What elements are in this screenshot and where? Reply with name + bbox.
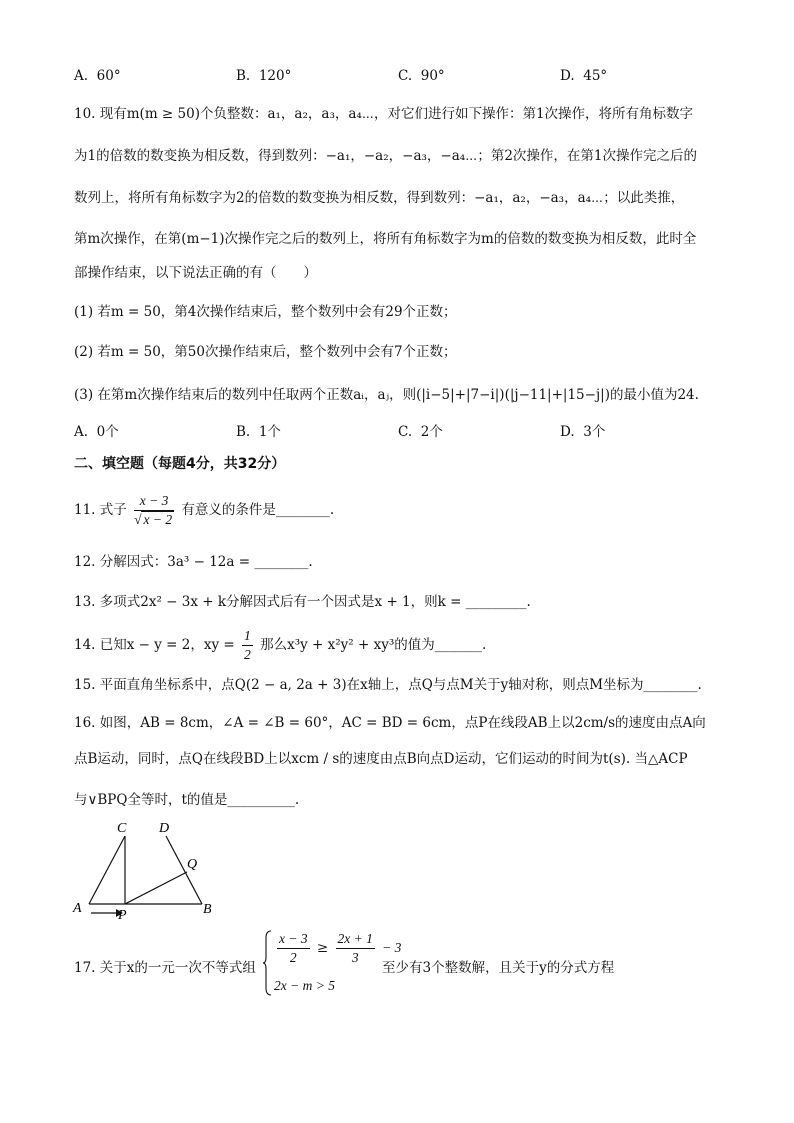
option-label: D. <box>560 424 575 440</box>
q9-option-b[interactable] <box>236 66 291 86</box>
q11-denominator: x − 2 <box>143 512 173 527</box>
label-a: A <box>73 901 82 916</box>
segment-ac <box>89 836 125 904</box>
label-d: D <box>159 821 170 836</box>
option-text: 45° <box>583 68 608 84</box>
option-text: 60° <box>96 68 121 84</box>
q16-line-1: 16. 如图，AB = 8cm，∠A = ∠B = 60°，AC = BD = 6cm，点P在线段AB上以2cm/s的速度由点A向 <box>74 715 706 731</box>
q14-suffix: 那么x³y + x²y² + xy³的值为_______. <box>260 637 487 653</box>
option-label: B. <box>236 424 251 440</box>
q14 <box>74 625 486 665</box>
q14-prefix: 14. 已知x − y = 2，xy = <box>74 637 235 653</box>
q17-tail: − 3 <box>382 940 402 955</box>
q17-suffix: 至少有3个整数解，且关于y的分式方程 <box>382 960 615 976</box>
segment-pq <box>125 872 187 904</box>
q17-frac-left-den: 2 <box>289 950 297 965</box>
q17-inequality-system <box>262 930 402 998</box>
option-text: 0个 <box>96 424 119 440</box>
section-heading: 二、填空题（每题4分，共32分） <box>74 456 286 472</box>
label-b: B <box>203 902 212 917</box>
geometry-figure <box>70 820 230 920</box>
q16-line-3: 与∨BPQ全等时，t的值是__________. <box>74 792 300 808</box>
q9-option-d[interactable] <box>560 66 607 86</box>
q11-denominator-wrap: √ x − 2 <box>134 512 173 527</box>
option-text: 90° <box>420 68 445 84</box>
q17-frac-left <box>277 930 310 967</box>
q10-statement-3: (3) 在第m次操作结束后的数列中任取两个正数aᵢ，aⱼ，则(|i−5|+|7−i|)(|j−11|+|15−j|)的最小值为24. <box>74 387 699 403</box>
q10-line-3: 数列上，将所有角标数字为2的倍数的数变换为相反数，得到数列：−a₁，a₂，−a₃，a₄⋯；以此类推， <box>74 190 685 206</box>
q14-fraction <box>242 627 253 664</box>
q9-option-c[interactable] <box>398 66 445 86</box>
option-text: 1个 <box>258 424 281 440</box>
q17-prefix: 17. 关于x的一元一次不等式组 <box>74 960 256 976</box>
label-q: Q <box>187 857 198 872</box>
q11-prefix: 11. 式子 <box>74 502 127 518</box>
option-label: A. <box>74 68 89 84</box>
left-brace-icon <box>262 930 272 996</box>
q10-statement-1: (1) 若m = 50，第4次操作结束后，整个数列中会有29个正数； <box>74 304 457 320</box>
q17-inequality-2: 2x − m > 5 <box>274 978 335 993</box>
q10-line-1: 10. 现有m(m ≥ 50)个负整数：a₁，a₂，a₃，a₄⋯，对它们进行如下操作：第1次操作，将所有角标数字 <box>74 106 694 122</box>
q17-op: ≥ <box>316 940 329 956</box>
q10-statement-2: (2) 若m = 50，第50次操作结束后，整个数列中会有7个正数； <box>74 344 457 360</box>
q15: 15. 平面直角坐标系中，点Q(2 − a, 2a + 3)在x轴上，点Q与点M关于y轴对称，则点M坐标为________. <box>74 677 702 693</box>
q11 <box>74 490 334 530</box>
option-text: 120° <box>258 68 292 84</box>
option-label: B. <box>236 68 251 84</box>
q10-option-c[interactable] <box>398 422 443 442</box>
label-c: C <box>117 821 127 836</box>
q14-denominator: 2 <box>244 647 251 662</box>
q14-numerator: 1 <box>242 627 253 646</box>
q17-frac-right <box>336 930 375 967</box>
q17-frac-right-num: 2x + 1 <box>336 930 375 949</box>
q9-option-a[interactable] <box>74 66 121 86</box>
q11-numerator: x − 3 <box>134 492 174 511</box>
q10-option-b[interactable] <box>236 422 281 442</box>
option-text: 2个 <box>420 424 443 440</box>
q13: 13. 多项式2x² − 3x + k分解因式后有一个因式是x + 1，则k = _________. <box>74 594 531 610</box>
q10-option-d[interactable] <box>560 422 605 442</box>
q12: 12. 分解因式：3a³ − 12a = ________. <box>74 554 313 570</box>
option-label: A. <box>74 424 89 440</box>
label-p: P <box>118 908 127 920</box>
q17-frac-left-num: x − 3 <box>277 930 310 949</box>
q17-frac-right-den: 3 <box>351 950 359 965</box>
option-label: C. <box>398 68 413 84</box>
q10-line-5: 部操作结束，以下说法正确的有（ ） <box>74 265 317 281</box>
option-label: C. <box>398 424 413 440</box>
option-label: D. <box>560 68 575 84</box>
q11-fraction <box>134 492 174 529</box>
q11-suffix: 有意义的条件是________. <box>181 502 335 518</box>
q10-option-a[interactable] <box>74 422 119 442</box>
q10-line-4: 第m次操作，在第(m−1)次操作完之后的数列上，将所有角标数字为m的倍数的数变换为相反数，此时全 <box>74 231 697 247</box>
q10-line-2: 为1的倍数的数变换为相反数，得到数列：−a₁，−a₂，−a₃，−a₄⋯；第2次操作，在第1次操作完之后的 <box>74 148 698 164</box>
q16-line-2: 点B运动，同时，点Q在线段BD上以xcm / s的速度由点B向点D运动，它们运动的时间为t(s). 当△ACP <box>74 751 688 767</box>
option-text: 3个 <box>583 424 606 440</box>
